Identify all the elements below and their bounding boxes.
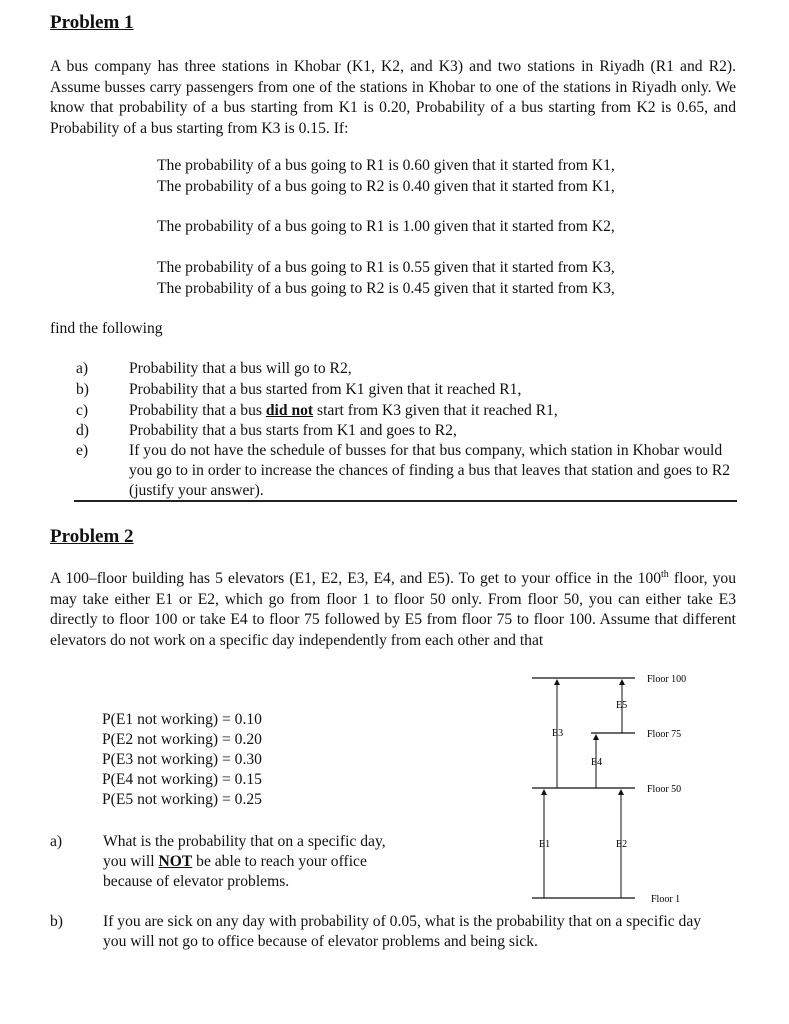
p2-question-text-a: What is the probability that on a specific day, you will NOT be able to reach your office because of elevator problems. [103,833,386,890]
condition-2: The probability of a bus going to R2 is 0.40 given that it started from K1, [157,178,615,195]
elevator-diagram [525,662,745,908]
condition-3: The probability of a bus going to R1 is 1.00 given that it started from K2, [157,218,615,235]
label-floor-50: Floor 50 [647,784,682,795]
question-text-c: Probability that a bus did not start from K3 given that it reached R1, [129,402,558,419]
label-e5: E5 [616,700,628,711]
condition-5: The probability of a bus going to R2 is 0.45 given that it started from K3, [157,280,615,297]
question-text-d: Probability that a bus starts from K1 and goes to R2, [129,422,457,439]
problem2-title: Problem 2 [50,526,134,547]
problem2-intro: A 100–floor building has 5 elevators (E1, E2, E3, E4, and E5). To get to your office in the 100th floor, you may take either E1 or E2, which go from floor 1 to floor 50 only. From floor 50, you can either take E3 directly to floor 100 or take E4 to floor 75 followed by E5 from floor 75 to floor 100. Assume that different elevators do not work on a specific day independently from each other and that [50,568,736,649]
prob-e2: P(E2 not working) = 0.20 [102,731,262,748]
p2-question-text-b: If you are sick on any day with probability of 0.05, what is the probability that on a specific day you will not go to office because of elevator problems and being sick. [103,913,702,950]
problem1-intro: A bus company has three stations in Khobar (K1, K2, and K3) and two stations in Riyadh (R1 and R2). Assume busses carry passengers from one of the stations in Khobar to one of the stations in Riyadh only. We know that probability of a bus starting from K1 is 0.20, Probability of a bus starting from K2 is 0.65, and Probability of a bus starting from K3 is 0.15. If: [50,58,736,137]
label-e3: E3 [552,728,564,739]
prob-e1: P(E1 not working) = 0.10 [102,711,262,728]
p2-question-label-a: a) [50,833,63,850]
label-e4: E4 [591,757,603,768]
find-following: find the following [50,320,163,337]
label-floor-75: Floor 75 [647,729,682,740]
label-e1: E1 [539,839,551,850]
question-text-a: Probability that a bus will go to R2, [129,360,352,377]
prob-e5: P(E5 not working) = 0.25 [102,791,262,808]
condition-4: The probability of a bus going to R1 is 0.55 given that it started from K3, [157,259,615,276]
question-label-a: a) [76,360,89,377]
prob-e3: P(E3 not working) = 0.30 [102,751,262,768]
p2-question-label-b: b) [50,913,63,930]
label-e2: E2 [616,839,628,850]
label-floor-100: Floor 100 [647,674,687,685]
label-floor-1: Floor 1 [651,894,681,905]
emphasis-not: NOT [158,853,193,870]
prob-e4: P(E4 not working) = 0.15 [102,771,262,788]
problem1-title: Problem 1 [50,12,134,33]
section-divider [74,500,737,502]
question-label-b: b) [76,381,89,398]
question-label-d: d) [76,422,89,439]
emphasis-did-not: did not [265,402,314,419]
question-label-c: c) [76,402,89,419]
question-text-b: Probability that a bus started from K1 given that it reached R1, [129,381,522,398]
condition-1: The probability of a bus going to R1 is 0.60 given that it started from K1, [157,157,615,174]
question-text-e: If you do not have the schedule of busses for that bus company, which station in Khobar would you go to in order to increase the chances of finding a bus that leaves that station and goes to R2 (justify your answer). [129,442,731,499]
question-label-e: e) [76,442,89,459]
